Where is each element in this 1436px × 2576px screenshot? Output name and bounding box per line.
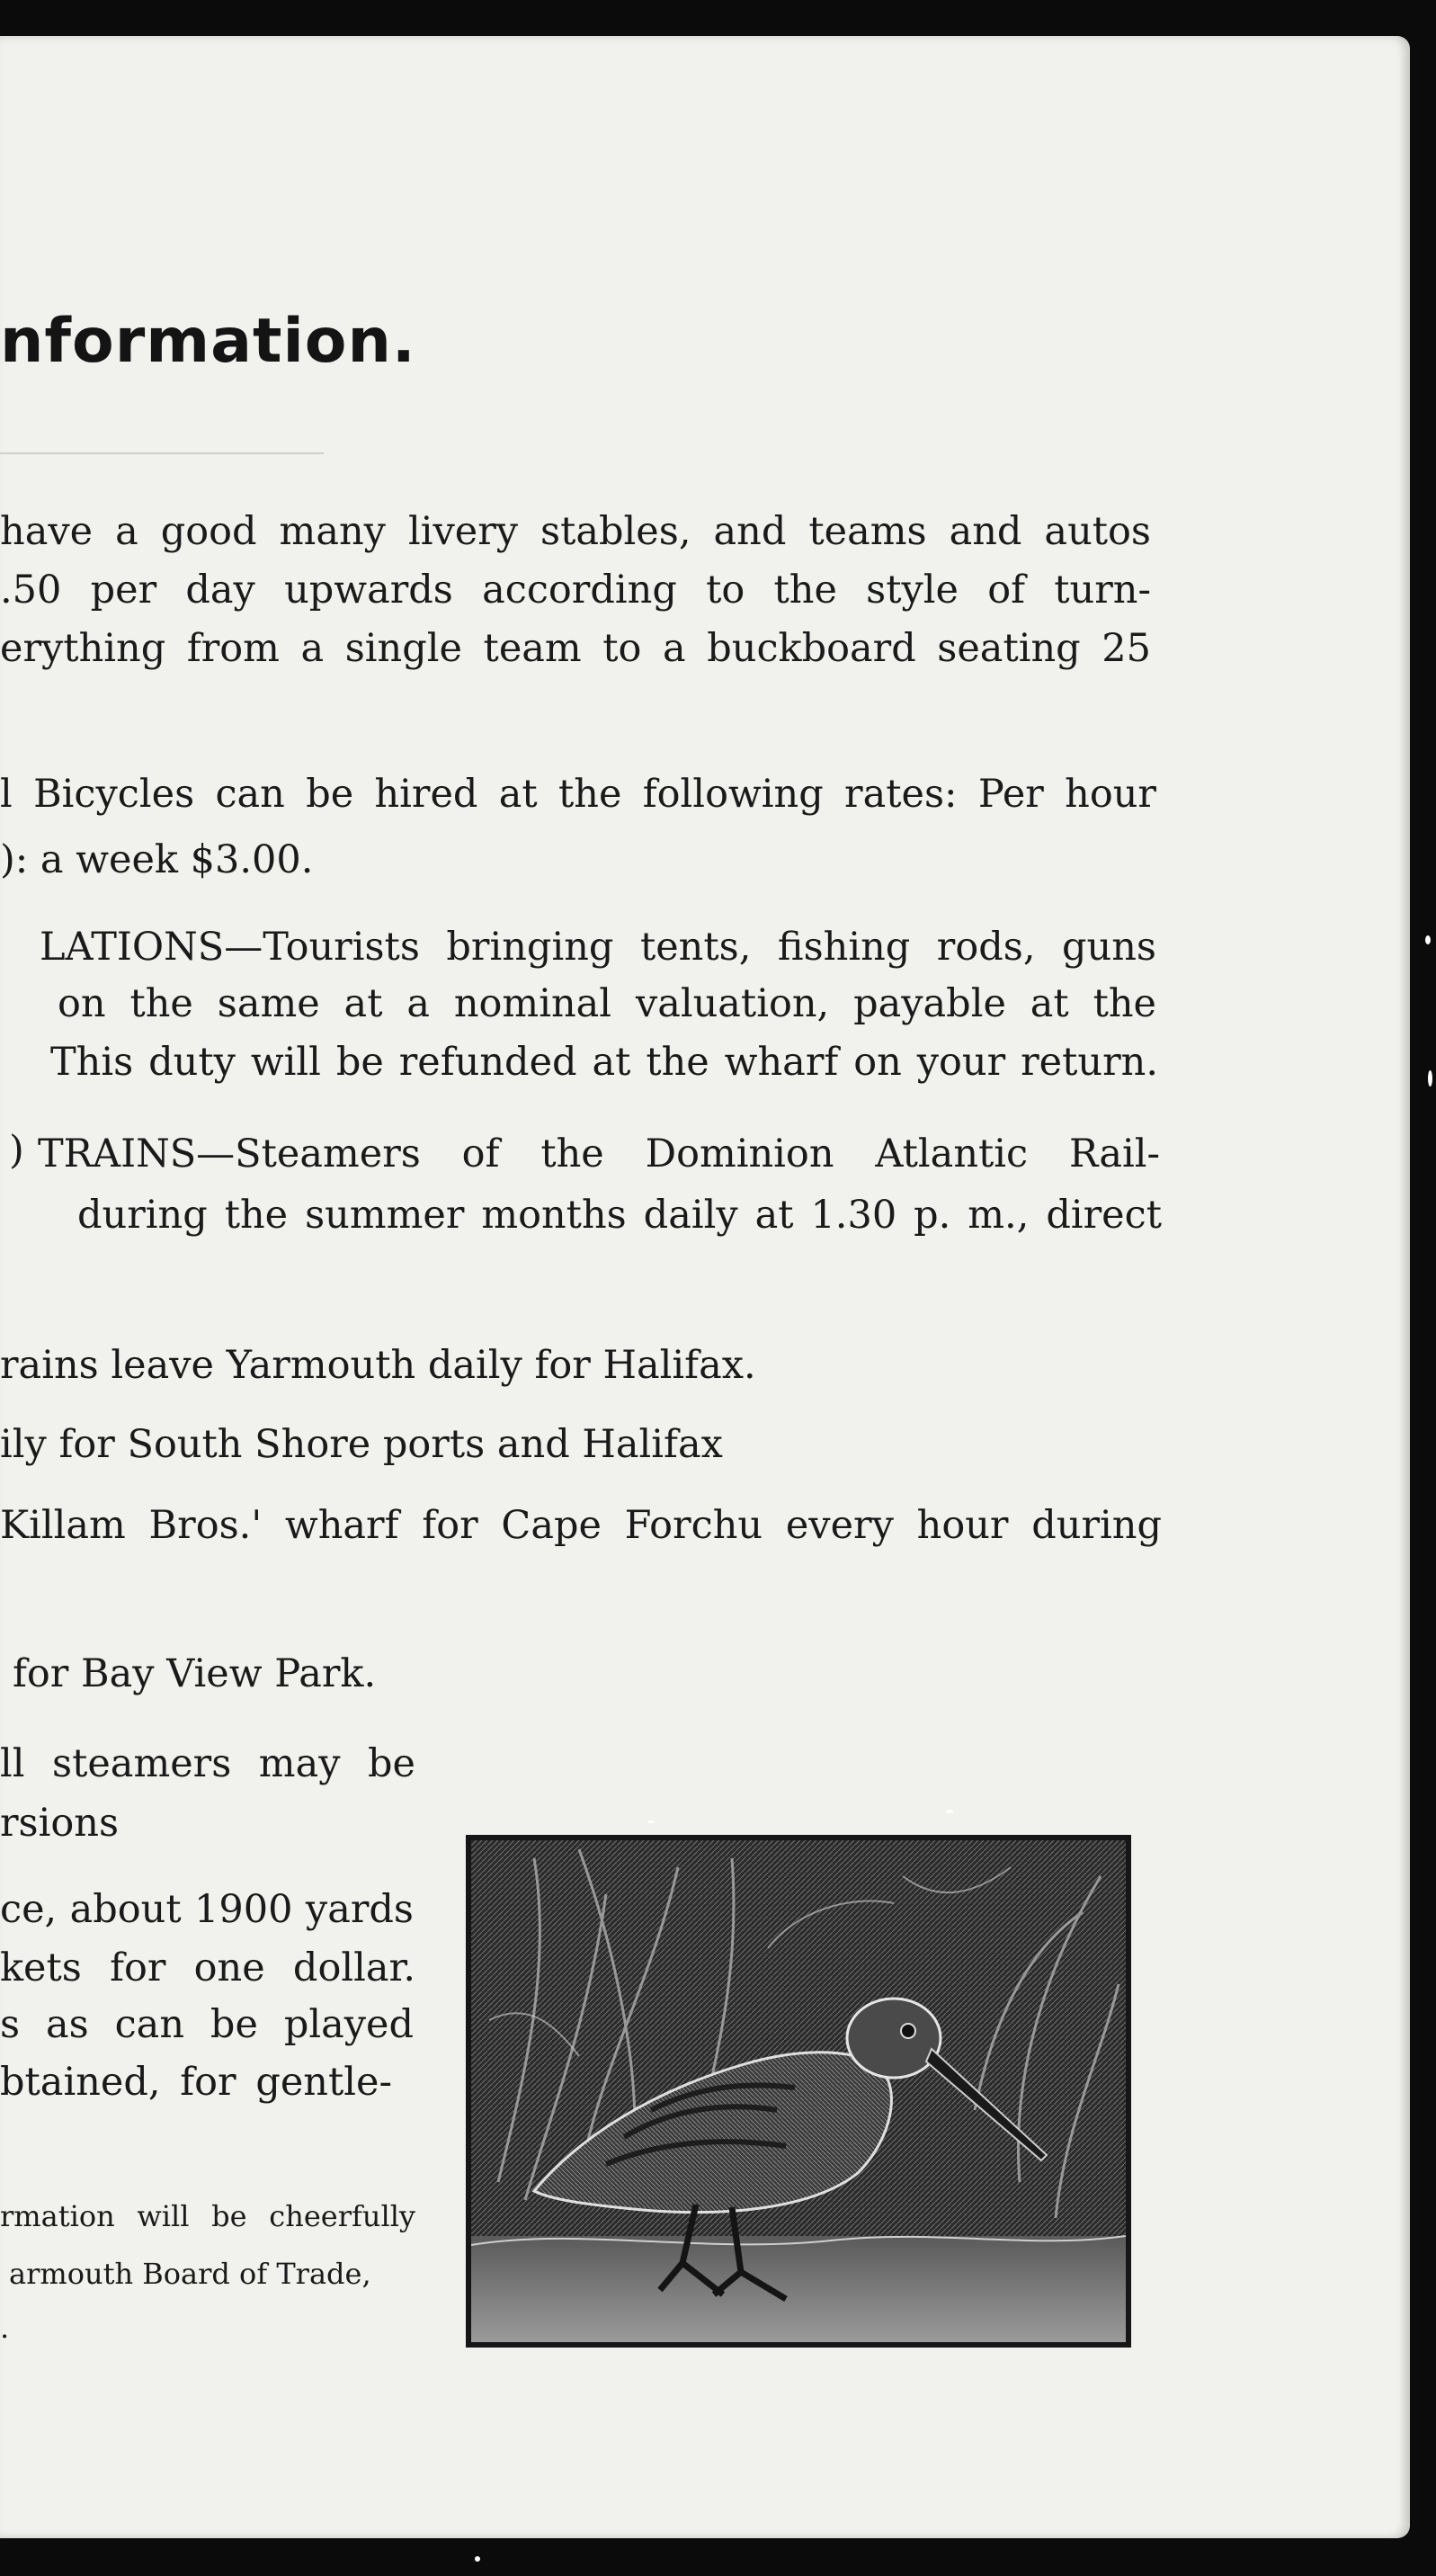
livery-line-1: have a good many livery stables, and teams and autos: [0, 509, 1151, 554]
scan-speck: [1425, 935, 1431, 944]
bicycles-line-2: ): a week $3.00.: [0, 837, 314, 882]
scan-speck: [1428, 1070, 1432, 1087]
footer-line-3: .: [0, 2311, 10, 2345]
trains-line-3: Killam Bros.' wharf for Cape Forchu every hour during: [0, 1503, 1162, 1548]
bicycles-line-1: l Bicycles can be hired at the following rates: Per hour: [0, 772, 1156, 817]
customs-line-1: LATIONS—Tourists bringing tents, fishing rods, guns: [40, 925, 1156, 970]
park-line: for Bay View Park.: [13, 1651, 377, 1696]
scan-speck: [647, 1820, 655, 1823]
woodcock-illustration: [466, 1835, 1131, 2348]
steamers-line-2: during the summer months daily at 1.30 p. m., direct: [77, 1193, 1162, 1238]
golf-line-1: ce, about 1900 yards: [0, 1887, 414, 1932]
small-steamers-line-1: ll steamers may be: [0, 1741, 415, 1786]
page-heading: nformation.: [0, 306, 416, 377]
customs-line-2: on the same at a nominal valuation, payable at the: [58, 981, 1156, 1026]
livery-line-2: .50 per day upwards according to the style of turn-: [0, 568, 1151, 613]
golf-line-3: s as can be played: [0, 2002, 414, 2047]
customs-line-3: This duty will be refunded at the wharf on your return.: [50, 1040, 1158, 1085]
scan-speck: [475, 2556, 480, 2562]
scan-speck: [946, 1810, 953, 1813]
trains-line-1: rains leave Yarmouth daily for Halifax.: [0, 1343, 756, 1388]
footer-line-1: rmation will be cheerfully: [0, 2199, 415, 2233]
livery-line-3: erything from a single team to a buckboard seating 25: [0, 626, 1151, 671]
woodcock-engraving: [471, 1840, 1126, 2342]
steamers-line-1: TRAINS—Steamers of the Dominion Atlantic Rail-: [38, 1131, 1160, 1176]
footer-line-2: armouth Board of Trade,: [9, 2257, 371, 2291]
trains-line-2: ily for South Shore ports and Halifax: [0, 1422, 723, 1467]
small-steamers-line-2: rsions: [0, 1801, 120, 1846]
golf-line-4: btained, for gentle-: [0, 2060, 392, 2105]
fragment-mark: ): [9, 1128, 24, 1173]
heading-rule: [0, 452, 324, 454]
golf-line-2: kets for one dollar.: [0, 1945, 415, 1990]
